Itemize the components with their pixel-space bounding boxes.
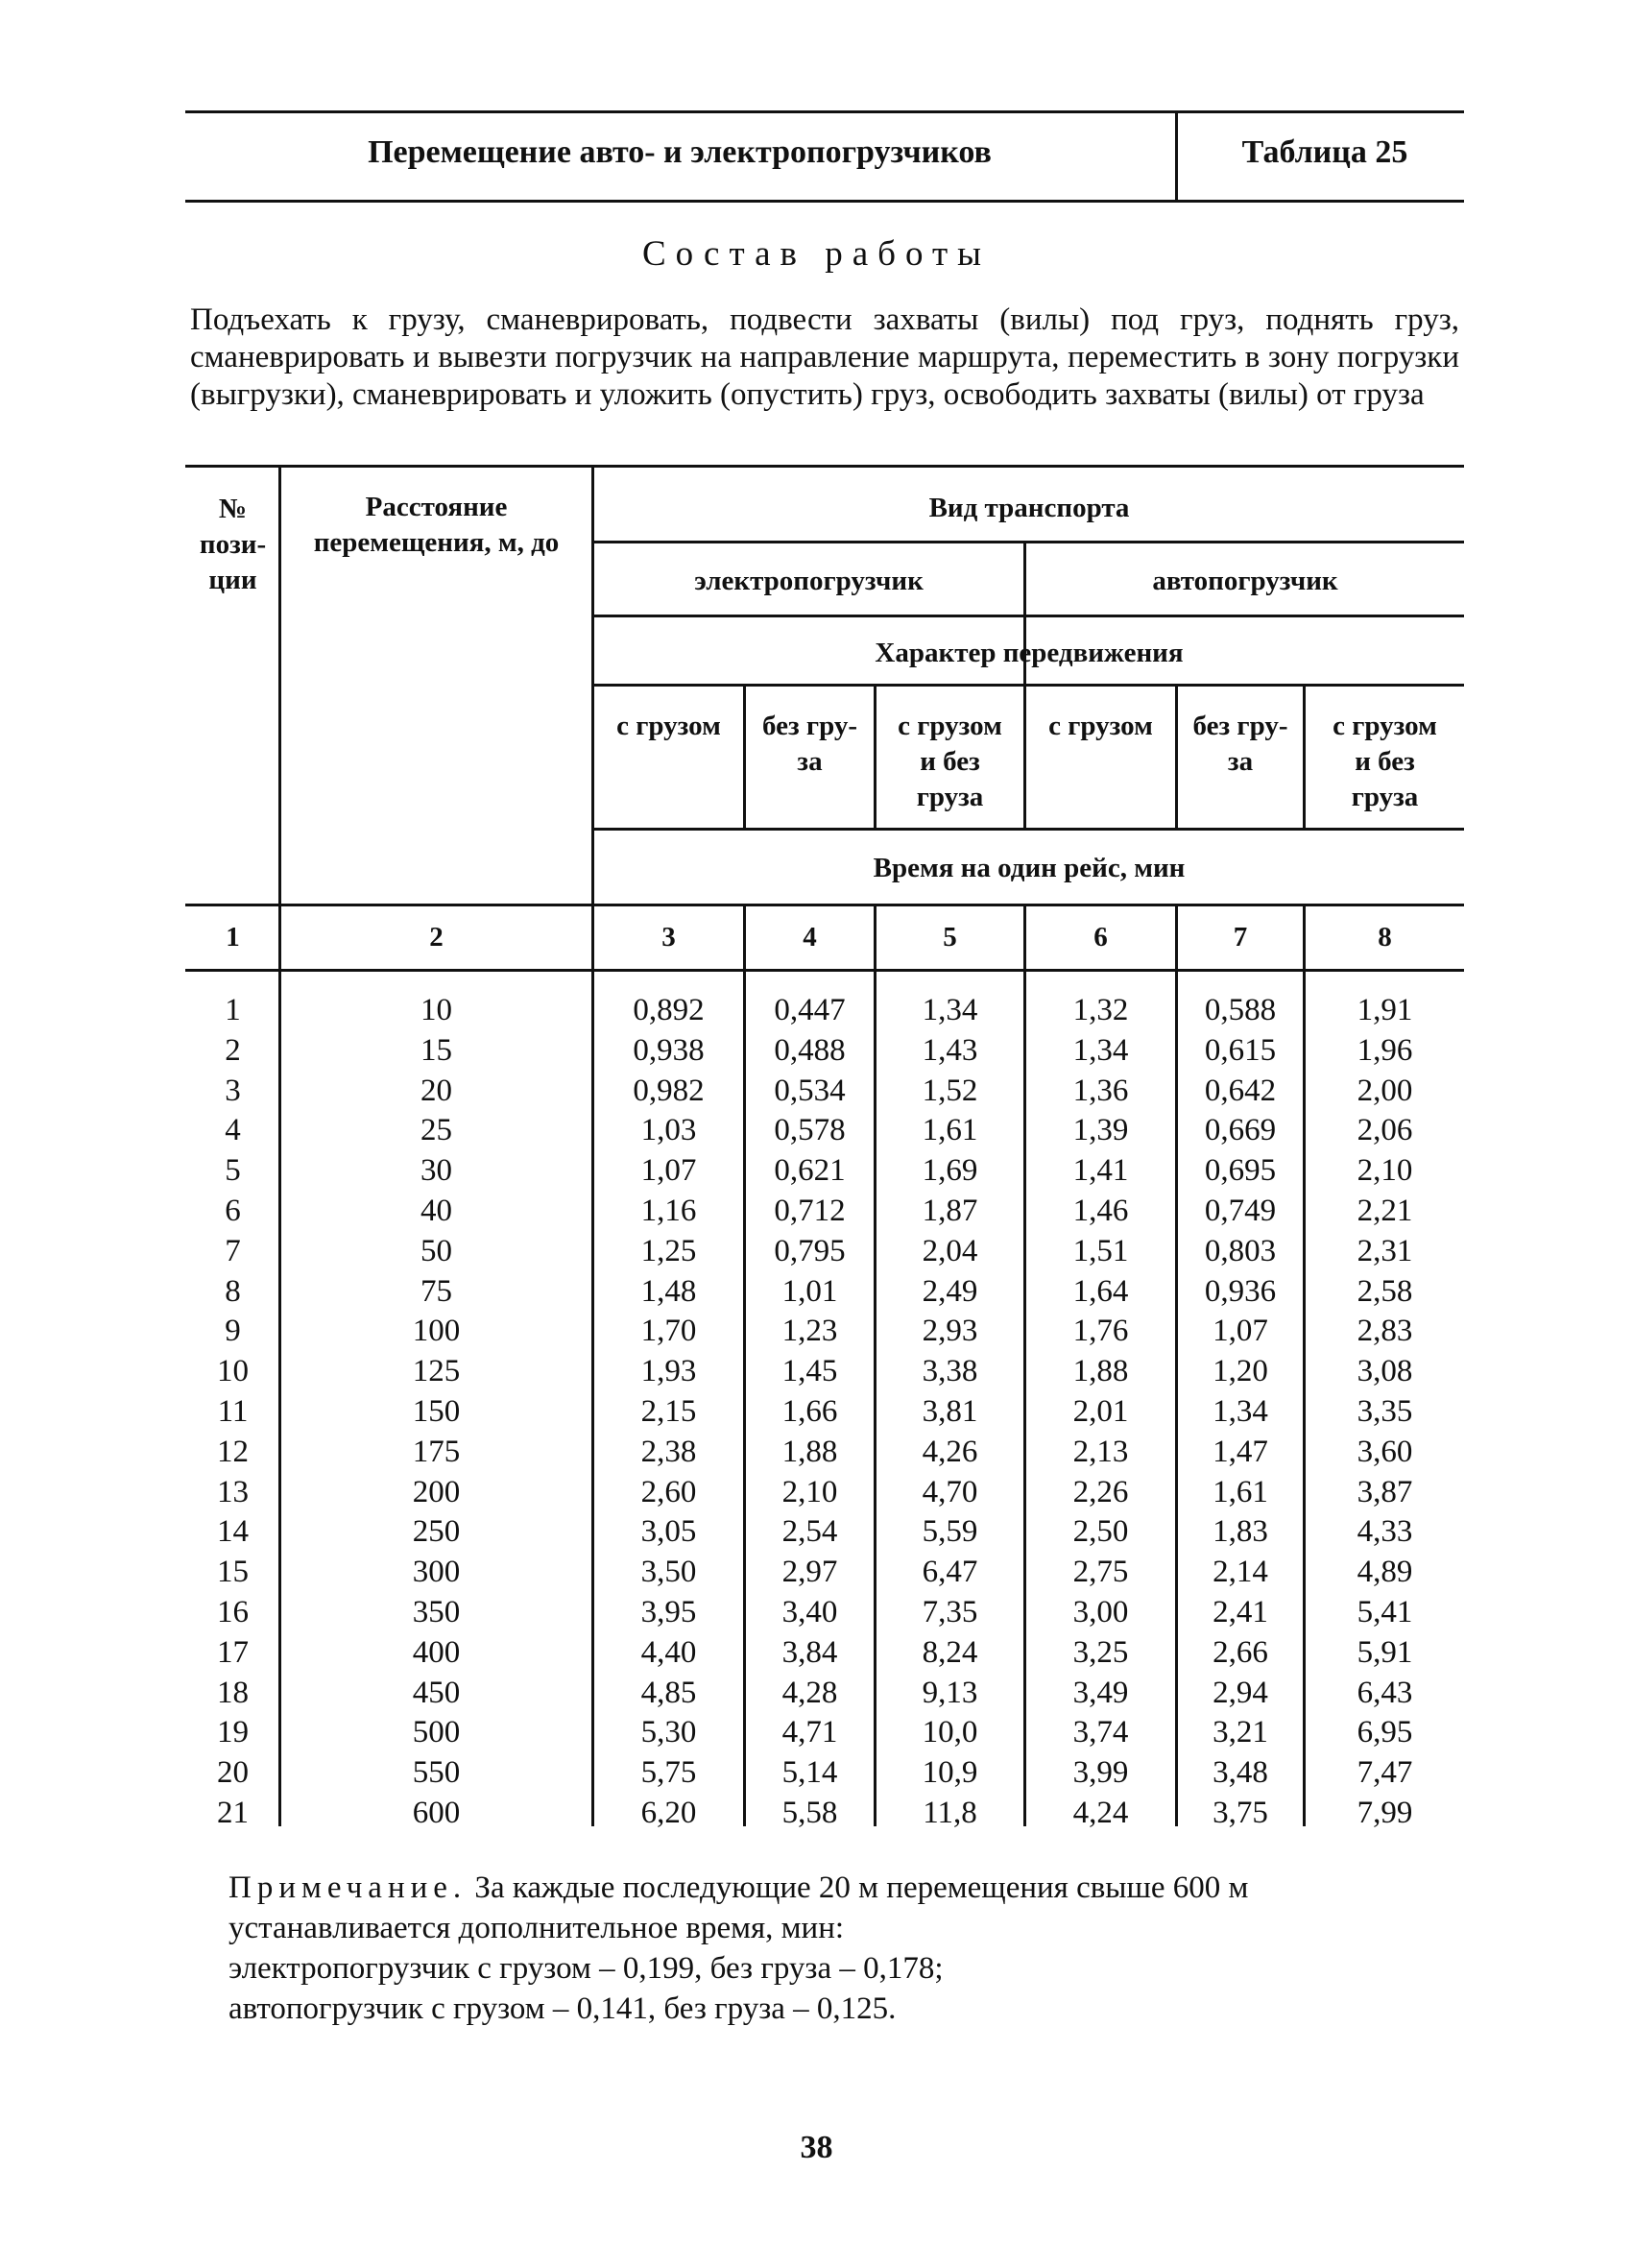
time-per-trip-header: Время на один рейс, мин [873,853,1186,883]
table-cell-col-6: 3,74 [1072,1715,1129,1749]
table-cell-col-2: 400 [412,1635,461,1670]
table-cell-col-2: 50 [420,1234,452,1268]
table-cell-col-5: 4,70 [922,1475,978,1509]
table-cell-col-6: 1,34 [1072,1033,1129,1068]
table-cell-col-2: 30 [420,1153,452,1188]
table-cell-col-5: 9,13 [922,1676,978,1710]
table-cell-col-3: 6,20 [640,1796,697,1830]
table-cell-col-7: 2,14 [1213,1555,1268,1589]
table-cell-col-7: 1,34 [1213,1394,1268,1429]
table-cell-col-5: 1,52 [922,1074,978,1108]
table-cell-col-6: 1,76 [1072,1314,1129,1348]
colnum-3: 3 [661,922,676,953]
table-cell-col-2: 300 [412,1555,461,1589]
table-top-rule [185,465,1464,468]
table-cell-col-5: 11,8 [923,1796,977,1830]
table-cell-col-3: 3,50 [640,1555,697,1589]
table-cell-col-5: 1,34 [922,993,978,1027]
note-auto-line: автопогрузчик с грузом – 0,141, без груза – 0,125. [228,1991,897,2026]
table-cell-col-1: 21 [217,1796,249,1830]
table-cell-col-2: 450 [412,1676,461,1710]
table-cell-col-6: 4,24 [1072,1796,1129,1830]
table-cell-col-7: 0,695 [1204,1153,1277,1188]
table-cell-col-5: 1,61 [922,1113,978,1147]
table-cell-col-1: 14 [217,1514,249,1549]
table-cell-col-6: 2,26 [1072,1475,1129,1509]
table-cell-col-8: 1,91 [1357,993,1413,1027]
table-cell-col-5: 6,47 [922,1555,978,1589]
table-cell-col-5: 10,9 [922,1755,978,1790]
table-cell-col-2: 600 [412,1796,461,1830]
table-cell-col-7: 3,48 [1213,1755,1268,1790]
note-electro-line: электропогрузчик с грузом – 0,199, без груза – 0,178; [228,1951,944,1986]
table-cell-col-6: 3,25 [1072,1635,1129,1670]
table-label: Таблица 25 [1241,134,1408,170]
table-cell-col-2: 100 [412,1314,461,1348]
table-note [228,1868,1477,2029]
table-cell-col-5: 2,04 [922,1234,978,1268]
rule-below-colnums [185,969,1464,972]
table-cell-col-4: 4,28 [781,1676,838,1710]
table-cell-col-3: 1,93 [640,1354,697,1388]
table-cell-col-3: 1,25 [640,1234,697,1268]
electro-with-without: с грузом и без груза [898,711,1002,812]
table-cell-col-3: 0,982 [633,1074,705,1108]
table-cell-col-1: 10 [217,1354,249,1388]
table-cell-col-6: 1,32 [1072,993,1129,1027]
table-cell-col-8: 2,21 [1357,1194,1413,1228]
table-cell-col-7: 1,61 [1213,1475,1268,1509]
table-cell-col-1: 3 [225,1074,241,1108]
section-title: Состав работы [641,234,992,274]
table-cell-col-8: 5,41 [1357,1595,1413,1629]
table-cell-col-7: 1,83 [1213,1514,1268,1549]
table-cell-col-3: 5,30 [640,1715,697,1749]
col-position-header: № пози- ции [199,494,267,595]
table-cell-col-4: 5,14 [781,1755,838,1790]
table-cell-col-8: 3,08 [1357,1354,1413,1388]
table-cell-col-8: 2,10 [1357,1153,1413,1188]
table-cell-col-3: 1,70 [640,1314,697,1348]
table-cell-col-6: 2,75 [1072,1555,1129,1589]
table-cell-col-5: 7,35 [922,1595,978,1629]
table-cell-col-1: 8 [225,1274,241,1309]
table-cell-col-1: 18 [217,1676,249,1710]
table-cell-col-5: 3,81 [922,1394,978,1429]
table-cell-col-5: 10,0 [922,1715,978,1749]
table-cell-col-4: 1,66 [781,1394,838,1429]
work-description: Подъехать к грузу, сманеврировать, подвести захваты (вилы) под груз, поднять груз, сманеврировать и вывезти погрузчик на направление маршрута, переместить в зону погрузки (выгрузки), сманеврировать и уложить (опустить) груз, освободить захваты (вилы) от груза [190,302,1459,412]
header-top-rule [185,110,1464,113]
electro-without-load: без гру- за [762,711,857,777]
colnum-5: 5 [943,922,957,953]
table-cell-col-4: 1,23 [781,1314,838,1348]
table-cell-col-8: 2,31 [1357,1234,1413,1268]
table-cell-col-1: 4 [225,1113,241,1147]
rule-under-movement [592,684,1464,687]
table-cell-col-3: 0,892 [633,993,705,1027]
table-cell-col-3: 4,40 [640,1635,697,1670]
table-cell-col-5: 5,59 [922,1514,978,1549]
table-cell-col-6: 3,00 [1072,1595,1129,1629]
table-cell-col-7: 2,41 [1213,1595,1268,1629]
table-cell-col-7: 1,07 [1213,1314,1268,1348]
table-cell-col-8: 2,58 [1357,1274,1413,1309]
table-cell-col-6: 1,36 [1072,1074,1129,1108]
table-cell-col-1: 1 [225,993,241,1027]
table-cell-col-8: 3,60 [1357,1435,1413,1469]
col-distance-header: Расстояние перемещения, м, до [313,492,560,558]
table-cell-col-8: 6,95 [1357,1715,1413,1749]
table-cell-col-6: 1,88 [1072,1354,1129,1388]
table-cell-col-8: 5,91 [1357,1635,1413,1670]
table-cell-col-2: 150 [412,1394,461,1429]
table-cell-col-7: 1,20 [1213,1354,1268,1388]
table-cell-col-4: 0,621 [774,1153,846,1188]
table-cell-col-8: 4,89 [1357,1555,1413,1589]
table-cell-col-5: 3,38 [922,1354,978,1388]
table-cell-col-3: 3,95 [640,1595,697,1629]
table-cell-col-3: 1,16 [640,1194,697,1228]
table-cell-col-7: 0,588 [1204,993,1277,1027]
table-cell-col-4: 1,45 [781,1354,838,1388]
page-number: 38 [800,2130,833,2165]
colnum-7: 7 [1233,922,1248,953]
table-cell-col-1: 11 [217,1394,249,1429]
movement-header: Характер передвижения [875,638,1184,668]
electro-with-load: с грузом [616,711,721,741]
table-cell-col-4: 0,534 [774,1074,846,1108]
table-cell-col-4: 5,58 [781,1796,838,1830]
table-cell-col-7: 0,749 [1204,1194,1277,1228]
table-cell-col-6: 2,13 [1072,1435,1129,1469]
table-cell-col-2: 125 [412,1354,461,1388]
table-cell-col-7: 2,94 [1213,1676,1268,1710]
table-cell-col-6: 2,50 [1072,1514,1129,1549]
table-cell-col-5: 1,87 [922,1194,978,1228]
table-cell-col-1: 6 [225,1194,241,1228]
table-cell-col-8: 1,96 [1357,1033,1413,1068]
table-cell-col-2: 500 [412,1715,461,1749]
table-cell-col-6: 1,46 [1072,1194,1129,1228]
table-cell-col-6: 2,01 [1072,1394,1129,1429]
table-cell-col-7: 2,66 [1213,1635,1268,1670]
table-cell-col-2: 550 [412,1755,461,1790]
table-cell-col-3: 5,75 [640,1755,697,1790]
table-cell-col-6: 1,51 [1072,1234,1129,1268]
table-cell-col-5: 4,26 [922,1435,978,1469]
table-cell-col-4: 2,97 [781,1555,838,1589]
table-cell-col-4: 0,578 [774,1113,846,1147]
header-bottom-rule [185,200,1464,203]
table-cell-col-4: 0,712 [774,1194,846,1228]
table-cell-col-7: 1,47 [1213,1435,1268,1469]
table-cell-col-2: 25 [420,1113,452,1147]
table-cell-col-7: 0,936 [1204,1274,1277,1309]
table-cell-col-8: 3,87 [1357,1475,1413,1509]
table-cell-col-1: 9 [225,1314,241,1348]
table-cell-col-3: 1,48 [640,1274,697,1309]
table-cell-col-4: 0,795 [774,1234,846,1268]
table-cell-col-6: 3,49 [1072,1676,1129,1710]
colnum-4: 4 [803,922,817,953]
table-cell-col-2: 175 [412,1435,461,1469]
colnum-8: 8 [1378,922,1392,953]
table-cell-col-5: 2,93 [922,1314,978,1348]
table-cell-col-8: 4,33 [1357,1514,1413,1549]
table-cell-col-4: 0,447 [774,993,846,1027]
table-cell-col-7: 0,669 [1204,1113,1277,1147]
table-cell-col-8: 3,35 [1357,1394,1413,1429]
table-cell-col-1: 2 [225,1033,241,1068]
table-cell-col-1: 5 [225,1153,241,1188]
table-cell-col-3: 2,38 [640,1435,697,1469]
table-cell-col-2: 200 [412,1475,461,1509]
note-text: За каждые последующие 20 м перемещения свыше 600 м устанавливается дополнительное время, мин: [228,1870,1249,1945]
table-cell-col-1: 13 [217,1475,249,1509]
colnum-1: 1 [226,922,240,953]
table-cell-col-6: 1,39 [1072,1113,1129,1147]
table-cell-col-3: 2,60 [640,1475,697,1509]
table-cell-col-4: 3,84 [781,1635,838,1670]
rule-under-subheads [592,828,1464,831]
table-cell-col-2: 75 [420,1274,452,1309]
table-cell-col-8: 7,47 [1357,1755,1413,1790]
table-cell-col-7: 0,642 [1204,1074,1277,1108]
table-cell-col-8: 6,43 [1357,1676,1413,1710]
table-cell-col-4: 2,54 [781,1514,838,1549]
auto-header: автопогрузчик [1152,566,1338,596]
table-cell-col-4: 1,88 [781,1435,838,1469]
rule-under-transport [592,541,1464,543]
table-cell-col-8: 2,00 [1357,1074,1413,1108]
table-cell-col-5: 1,69 [922,1153,978,1188]
table-cell-col-1: 12 [217,1435,249,1469]
table-cell-col-5: 1,43 [922,1033,978,1068]
table-cell-col-6: 3,99 [1072,1755,1129,1790]
table-cell-col-1: 15 [217,1555,249,1589]
table-cell-col-2: 250 [412,1514,461,1549]
table-cell-col-3: 4,85 [640,1676,697,1710]
table-cell-col-3: 0,938 [633,1033,705,1068]
table-cell-col-6: 1,41 [1072,1153,1129,1188]
table-cell-col-1: 17 [217,1635,249,1670]
table-cell-col-2: 15 [420,1033,452,1068]
auto-with-without: с грузом и без груза [1333,711,1437,812]
auto-without-load: без гру- за [1192,711,1288,777]
note-lead: Примечание. [228,1870,468,1905]
table-cell-col-2: 20 [420,1074,452,1108]
table-cell-col-5: 8,24 [922,1635,978,1670]
table-cell-col-1: 20 [217,1755,249,1790]
table-cell-col-2: 10 [420,993,452,1027]
table-cell-col-5: 2,49 [922,1274,978,1309]
table-cell-col-8: 2,83 [1357,1314,1413,1348]
header-divider [1175,110,1178,203]
table-cell-col-2: 40 [420,1194,452,1228]
table-cell-col-3: 1,07 [640,1153,697,1188]
table-cell-col-3: 3,05 [640,1514,697,1549]
table-cell-col-7: 0,615 [1204,1033,1277,1068]
table-cell-col-8: 2,06 [1357,1113,1413,1147]
table-cell-col-1: 19 [217,1715,249,1749]
table-cell-col-1: 7 [225,1234,241,1268]
rule-under-vehicle [592,615,1464,617]
table-cell-col-1: 16 [217,1595,249,1629]
table-cell-col-8: 7,99 [1357,1796,1413,1830]
electro-header: электропогрузчик [694,566,924,596]
table-cell-col-7: 3,75 [1213,1796,1268,1830]
table-cell-col-4: 4,71 [781,1715,838,1749]
auto-with-load: с грузом [1048,711,1153,741]
table-cell-col-4: 2,10 [781,1475,838,1509]
table-cell-col-6: 1,64 [1072,1274,1129,1309]
table-cell-col-3: 2,15 [640,1394,697,1429]
colnum-6: 6 [1093,922,1108,953]
colnum-2: 2 [429,922,444,953]
table-cell-col-4: 1,01 [781,1274,838,1309]
table-cell-col-7: 0,803 [1204,1234,1277,1268]
table-cell-col-7: 3,21 [1213,1715,1268,1749]
transport-type-header: Вид транспорта [928,493,1130,523]
table-cell-col-3: 1,03 [640,1113,697,1147]
table-cell-col-2: 350 [412,1595,461,1629]
table-cell-col-4: 0,488 [774,1033,846,1068]
page-title: Перемещение авто- и электропогрузчиков [368,134,992,170]
rule-above-colnums [185,904,1464,906]
table-cell-col-4: 3,40 [781,1595,838,1629]
